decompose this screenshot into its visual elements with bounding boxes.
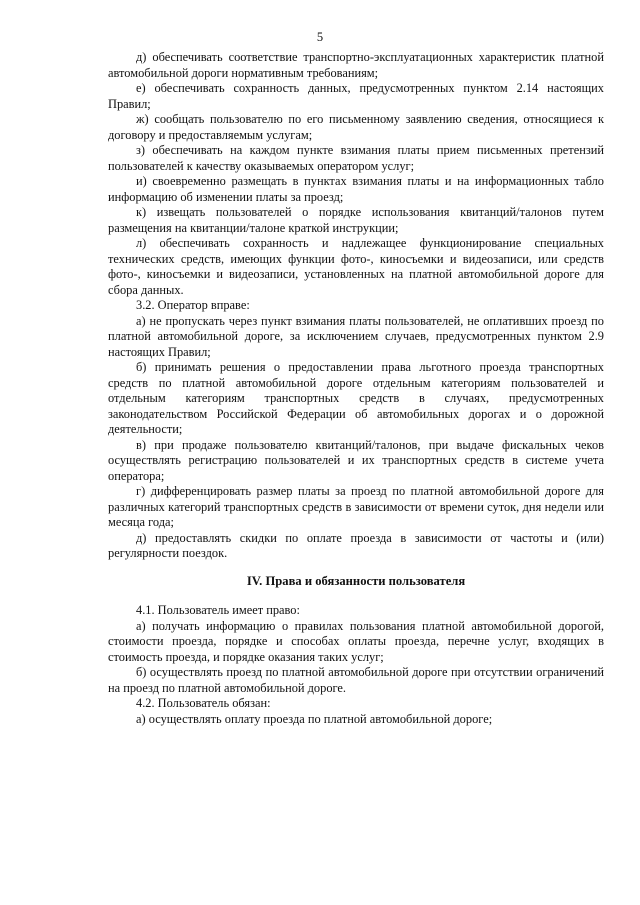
paragraph: д) обеспечивать соответствие транспортно-эксплуатационных характеристик платной автомобильной дороги нормативным требованиям; — [108, 50, 604, 80]
document-body — [108, 50, 604, 727]
paragraph: а) получать информацию о правилах пользования платной автомобильной дорогой, стоимости проезда, порядке и способах оплаты проезда, перечне услуг, входящих в стоимость проезда, и порядке оказания таких услуг; — [108, 618, 604, 664]
paragraph: 4.1. Пользователь имеет право: — [136, 603, 300, 617]
paragraph: з) обеспечивать на каждом пункте взимания платы прием письменных претензий пользователей к качеству оказываемых оператором услуг; — [108, 143, 604, 173]
paragraph: 3.2. Оператор вправе: — [136, 298, 250, 312]
paragraph: 4.2. Пользователь обязан: — [136, 696, 271, 710]
paragraph: л) обеспечивать сохранность и надлежащее функционирование специальных технических средств, имеющих функции фото-, киносъемки и видеозаписи, или средств фото-, киносъемки и видеозаписи, установленных на платной автомобильной дороге для сбора данных. — [108, 236, 604, 297]
paragraph: д) предоставлять скидки по оплате проезда в зависимости от частоты и (или) регулярности поездок. — [108, 530, 604, 560]
paragraph: в) при продаже пользователю квитанций/талонов, при выдаче фискальных чеков осуществлять регистрацию пользователей и их транспортных средств в системе учета оператора; — [108, 437, 604, 483]
paragraph: а) осуществлять оплату проезда по платной автомобильной дороге; — [136, 711, 493, 726]
paragraph: к) извещать пользователей о порядке использования квитанций/талонов путем размещения на квитанции/талоне краткой инструкции; — [108, 205, 604, 235]
paragraph: б) осуществлять проезд по платной автомобильной дороге при отсутствии ограничений на проезд по платной автомобильной дороге. — [108, 665, 604, 695]
paragraph: б) принимать решения о предоставлении права льготного проезда транспортных средств по платной автомобильной дороге отдельным категориям пользователей и отдельным категориям транспортных средств в случаях, предусмотренных законодательством Российской Федерации об автомобильных дорогах и о дорожной деятельности; — [108, 360, 604, 436]
paragraph: и) своевременно размещать в пунктах взимания платы и на информационных табло информацию об изменении платы за проезд; — [108, 174, 604, 204]
paragraph: а) не пропускать через пункт взимания платы пользователей, не оплативших проезд по платной автомобильной дороге, за исключением случаев, предусмотренных пунктом 2.9 настоящих Правил; — [108, 313, 604, 359]
paragraph: ж) сообщать пользователю по его письменному заявлению сведения, относящиеся к договору и предоставляемым услугам; — [108, 112, 604, 142]
paragraph: е) обеспечивать сохранность данных, предусмотренных пунктом 2.14 настоящих Правил; — [108, 81, 604, 111]
page-number: 5 — [316, 30, 324, 44]
section-heading: IV. Права и обязанности пользователя — [246, 573, 466, 588]
paragraph: г) дифференцировать размер платы за проезд по платной автомобильной дороге для различных категорий транспортных средств в зависимости от времени суток, дня недели или месяца года; — [108, 484, 604, 529]
